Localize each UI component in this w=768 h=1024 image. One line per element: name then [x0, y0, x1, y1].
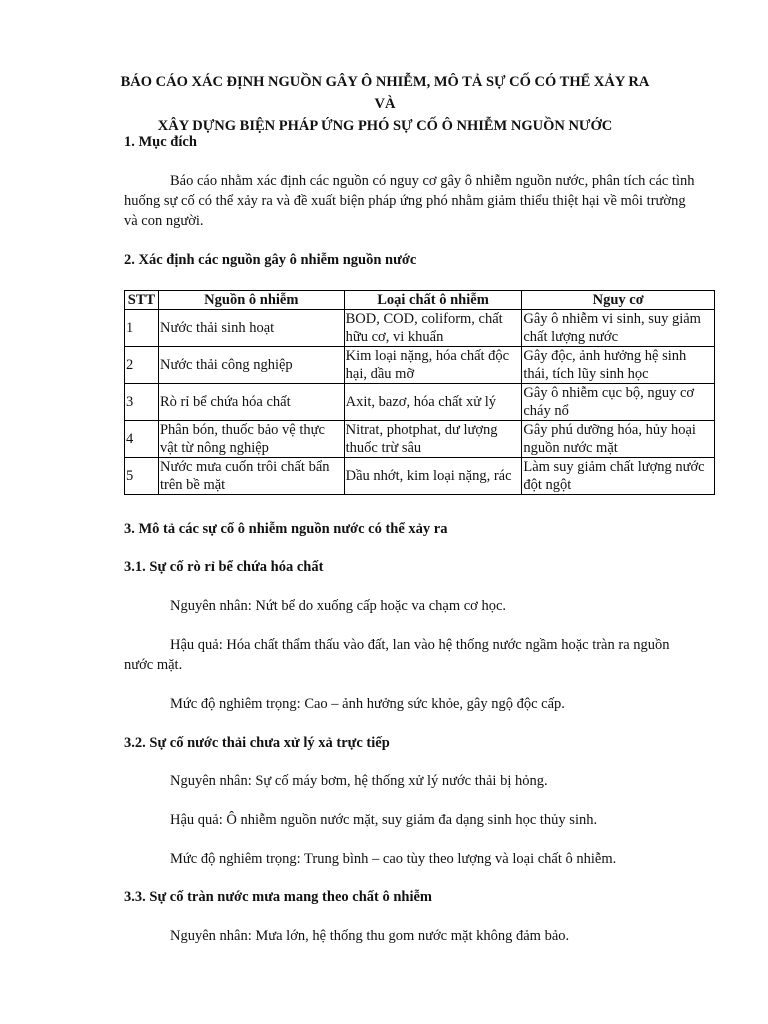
title-line-1: BÁO CÁO XÁC ĐỊNH NGUỒN GÂY Ô NHIỄM, MÔ TẢ SỰ CỐ CÓ THỂ XẢY RA VÀ [120, 74, 650, 112]
cell-risk: Gây phú dưỡng hóa, hủy hoại nguồn nước mặt [522, 421, 715, 458]
cell-source: Nước thải công nghiệp [158, 347, 344, 384]
cell-source: Phân bón, thuốc bảo vệ thực vật từ nông nghiệp [158, 421, 344, 458]
section-3-2-cause: Nguyên nhân: Sự cố máy bơm, hệ thống xử lý nước thải bị hỏng. [170, 773, 548, 789]
section-1-body: Báo cáo nhằm xác định các nguồn có nguy cơ gây ô nhiễm nguồn nước, phân tích các tình huống sự cố có thể xảy ra và đề xuất biện pháp ứng phó nhằm giảm thiểu thiệt hại về môi trường và con người. [124, 173, 695, 229]
section-3-2-heading: 3.2. Sự cố nước thải chưa xử lý xả trực tiếp [124, 735, 390, 751]
section-3-1-cause: Nguyên nhân: Nứt bể do xuống cấp hoặc va chạm cơ học. [170, 598, 507, 614]
title-line-2: XÂY DỰNG BIỆN PHÁP ỨNG PHÓ SỰ CỐ Ô NHIỄM NGUỒN NƯỚC [157, 118, 613, 134]
cell-pollutant: BOD, COD, coliform, chất hữu cơ, vi khuẩn [344, 310, 522, 347]
header-risk: Nguy cơ [522, 291, 715, 310]
pollution-sources-table [124, 290, 715, 495]
cell-risk: Làm suy giảm chất lượng nước đột ngột [522, 458, 715, 495]
table-row [125, 421, 715, 458]
section-3-2-consequence: Hậu quả: Ô nhiễm nguồn nước mặt, suy giảm đa dạng sinh học thủy sinh. [170, 812, 598, 828]
section-1-heading: 1. Mục đích [124, 134, 197, 150]
cell-stt: 1 [125, 310, 159, 347]
section-3-1-consequence: Hậu quả: Hóa chất thẩm thấu vào đất, lan vào hệ thống nước ngầm hoặc tràn ra nguồn nước mặt. [124, 637, 670, 673]
header-source: Nguồn ô nhiễm [158, 291, 344, 310]
cell-source: Nước mưa cuốn trôi chất bẩn trên bề mặt [158, 458, 344, 495]
table-row [125, 347, 715, 384]
section-2-heading: 2. Xác định các nguồn gây ô nhiễm nguồn nước [124, 252, 417, 268]
cell-pollutant: Kim loại nặng, hóa chất độc hại, dầu mỡ [344, 347, 522, 384]
table-header-row [125, 291, 715, 310]
section-3-3-heading: 3.3. Sự cố tràn nước mưa mang theo chất ô nhiễm [124, 889, 433, 905]
section-3-1-severity: Mức độ nghiêm trọng: Cao – ảnh hưởng sức khỏe, gây ngộ độc cấp. [170, 696, 565, 712]
cell-pollutant: Nitrat, photphat, dư lượng thuốc trừ sâu [344, 421, 522, 458]
section-3-1-heading: 3.1. Sự cố rò rỉ bể chứa hóa chất [124, 559, 324, 575]
header-stt: STT [125, 291, 159, 310]
cell-stt: 3 [125, 384, 159, 421]
table-row [125, 384, 715, 421]
table-row [125, 310, 715, 347]
cell-pollutant: Axit, bazơ, hóa chất xử lý [344, 384, 522, 421]
header-pollutant: Loại chất ô nhiễm [344, 291, 522, 310]
cell-source: Nước thải sinh hoạt [158, 310, 344, 347]
document-title [120, 71, 650, 137]
cell-source: Rò rỉ bể chứa hóa chất [158, 384, 344, 421]
cell-pollutant: Dầu nhớt, kim loại nặng, rác [344, 458, 522, 495]
cell-risk: Gây ô nhiễm vi sinh, suy giảm chất lượng nước [522, 310, 715, 347]
cell-stt: 4 [125, 421, 159, 458]
cell-stt: 5 [125, 458, 159, 495]
cell-risk: Gây ô nhiễm cục bộ, nguy cơ cháy nổ [522, 384, 715, 421]
cell-risk: Gây độc, ảnh hưởng hệ sinh thái, tích lũy sinh học [522, 347, 715, 384]
section-3-heading: 3. Mô tả các sự cố ô nhiễm nguồn nước có thể xảy ra [124, 521, 448, 537]
section-3-2-severity: Mức độ nghiêm trọng: Trung bình – cao tùy theo lượng và loại chất ô nhiễm. [170, 851, 617, 867]
table-row [125, 458, 715, 495]
cell-stt: 2 [125, 347, 159, 384]
section-3-3-cause: Nguyên nhân: Mưa lớn, hệ thống thu gom nước mặt không đảm bảo. [170, 928, 570, 944]
